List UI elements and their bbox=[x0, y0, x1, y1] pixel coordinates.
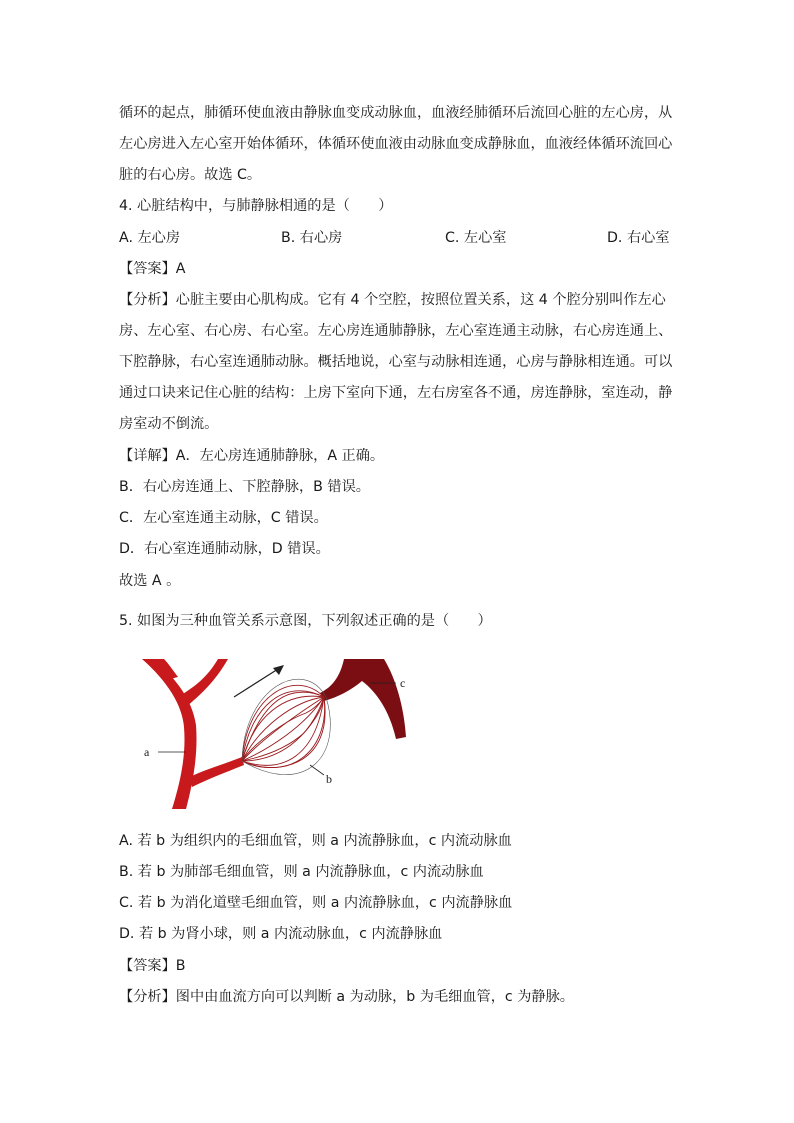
intro-line-3: 脏的右心房。故选 C。 bbox=[119, 167, 262, 183]
capillary-network-b bbox=[242, 685, 325, 767]
intro-line-2: 左心房进入左心室开始体循环，体循环使血液由动脉血变成静脉血，血液经体循环流回心 bbox=[119, 136, 673, 152]
q4-answer: 【答案】A bbox=[119, 261, 186, 277]
q4-detail-line-2: B．右心房连通上、下腔静脉，B 错误。 bbox=[119, 479, 370, 495]
vein-c bbox=[320, 659, 406, 739]
q5-option-b: B. 若 b 为肺部毛细血管，则 a 内流静脉血，c 内流动脉血 bbox=[119, 864, 484, 880]
blood-vessel-diagram bbox=[134, 657, 414, 809]
q4-analysis-line-5: 房室动不倒流。 bbox=[119, 416, 219, 432]
q4-conclusion: 故选 A 。 bbox=[119, 573, 181, 589]
q4-analysis-line-3: 下腔静脉，右心室连通肺动脉。概括地说，心室与动脉相连通，心房与静脉相连通。可以 bbox=[119, 354, 673, 370]
leader-b bbox=[310, 765, 324, 775]
q5-option-d: D. 若 b 为肾小球，则 a 内流动脉血，c 内流静脉血 bbox=[119, 926, 443, 942]
q5-answer: 【答案】B bbox=[119, 958, 186, 974]
artery-a bbox=[142, 659, 197, 809]
label-a: a bbox=[144, 745, 150, 759]
flow-arrow-line bbox=[234, 669, 278, 697]
q4-option-b: B. 右心房 bbox=[281, 230, 343, 246]
q4-detail-line-4: D．右心室连通肺动脉，D 错误。 bbox=[119, 541, 330, 557]
artery-branch-upper bbox=[178, 659, 228, 707]
intro-line-1: 循环的起点，肺循环使血液由静脉血变成动脉血，血液经肺循环后流回心脏的左心房，从 bbox=[119, 105, 673, 121]
q5-option-a: A. 若 b 为组织内的毛细血管，则 a 内流静脉血，c 内流动脉血 bbox=[119, 833, 512, 849]
q5-analysis: 【分析】图中由血流方向可以判断 a 为动脉，b 为毛细血管，c 为静脉。 bbox=[119, 989, 574, 1005]
q5-option-c: C. 若 b 为消化道壁毛细血管，则 a 内流静脉血，c 内流静脉血 bbox=[119, 895, 513, 911]
q4-detail-line-1: 【详解】A．左心房连通肺静脉，A 正确。 bbox=[119, 448, 385, 464]
q4-analysis-line-2: 房、左心室、右心房、右心室。左心房连通肺静脉，左心室连通主动脉，右心房连通上、 bbox=[119, 323, 673, 339]
q4-question: 4. 心脏结构中，与肺静脉相通的是（ ） bbox=[119, 198, 393, 214]
label-c: c bbox=[400, 676, 406, 690]
label-b: b bbox=[326, 772, 332, 786]
q4-option-a: A. 左心房 bbox=[119, 230, 181, 246]
q4-analysis-line-1: 【分析】心脏主要由心肌构成。它有 4 个空腔，按照位置关系，这 4 个腔分别叫作左心 bbox=[119, 292, 666, 308]
q4-option-c: C. 左心室 bbox=[445, 230, 507, 246]
q4-detail-line-3: C．左心室连通主动脉，C 错误。 bbox=[119, 510, 328, 526]
q4-option-d: D. 右心室 bbox=[607, 230, 670, 246]
flow-arrow-head bbox=[273, 665, 284, 675]
q5-question: 5. 如图为三种血管关系示意图，下列叙述正确的是（ ） bbox=[119, 613, 492, 629]
artery-to-capillaries bbox=[190, 757, 244, 787]
q4-analysis-line-4: 通过口诀来记住心脏的结构：上房下室向下通，左右房室各不通，房连静脉，室连动，静 bbox=[119, 385, 673, 401]
